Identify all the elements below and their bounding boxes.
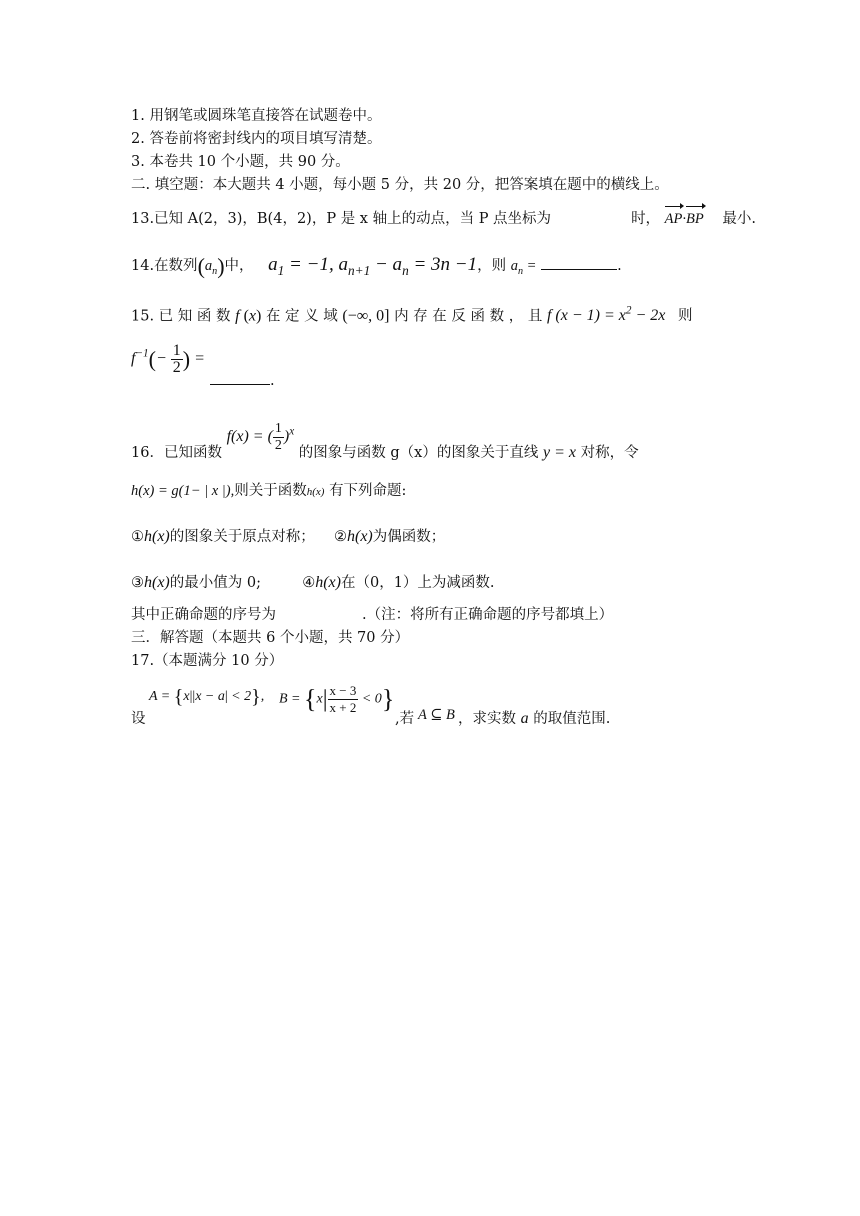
q16-p4-text: 在（0，1）上为减函数. (340, 575, 495, 591)
q16-p2-hx: h(x) (346, 528, 373, 545)
q16-p2-text: 为偶函数； (372, 529, 446, 545)
question-16 (131, 421, 639, 470)
q16-p1-text: 的图象关于原点对称； (169, 529, 315, 545)
q16-line-yx: y = x (542, 444, 576, 462)
q13-answer-blank (551, 209, 631, 223)
q16-prefix: 16．已知函数 (131, 445, 222, 462)
q16-p3-text: 的最小值为 0; (169, 575, 261, 591)
q15-inverse-expr: $f^{-1}(-$ $\frac{1}{2}$ ) = (131, 342, 205, 376)
question-15-line2 (131, 343, 205, 376)
q16-p3-hx: h(x) (144, 574, 170, 591)
q16-p1-hx: h(x) (144, 528, 170, 545)
q16-p2-mark: ② (333, 529, 347, 545)
q13-dot-product: AP·BP (664, 211, 704, 227)
question-17-title: 17.（本题满分 10 分） (131, 653, 284, 669)
q15-fx: f (x) (235, 307, 262, 325)
section-fill-blank-heading: 二. 填空题：本大题共 4 小题，每小题 5 分，共 20 分，把答案填在题中的横线上。 (131, 177, 669, 193)
q17-she: 设 (131, 711, 146, 727)
section-solutions-heading: 三．解答题（本题共 6 个小题，共 70 分） (131, 630, 410, 646)
q14-sequence: $(a_n)$ (197, 253, 225, 279)
note-1: 1. 用钢笔或圆珠笔直接答在试题卷中。 (131, 108, 382, 124)
q14-mid: 中， (224, 258, 254, 274)
q16-mid: 的图象与函数 g（x）的图象关于直线 (298, 445, 539, 462)
q16-answer-prefix: 其中正确命题的序号为 (131, 607, 276, 623)
q15-inverse-text: 内 存 在 反 函 数 ， 且 (394, 308, 543, 325)
q16-p3-mark: ③ (131, 575, 144, 591)
q16-hx-def: h(x) = g(1− | x |), (131, 483, 235, 499)
q17-if: ,若 (395, 711, 415, 727)
q16-p4-mark: ④ (302, 575, 316, 591)
q17-tail: ，求实数 a 的取值范围. (458, 710, 611, 727)
q14-then: ，则 (477, 258, 507, 274)
q16-sym: 对称，令 (580, 445, 639, 462)
question-14: 14.在数列$(a_n)$中， $a_1 = -1$, $a_{n+1} - a_n = 3n -1$，则 $a_n$ = . (131, 253, 622, 279)
q13-mid: 时， (631, 211, 661, 227)
q14-an: $a_n$ = (510, 258, 537, 277)
note-2: 2. 答卷前将密封线内的项目填写清楚。 (131, 131, 382, 147)
q16-answer-blank (276, 605, 362, 619)
question-15 (131, 301, 692, 326)
q13-suffix: 最小. (722, 211, 756, 227)
question-13 (131, 209, 756, 229)
q14-recurrence: $a_1 = -1$, $a_{n+1} - a_n = 3n -1$ (268, 254, 478, 278)
q16-answer-note: .（注：将所有正确命题的序号都填上） (362, 607, 614, 623)
q16-answer (131, 605, 613, 625)
q16-propositions-1-2 (131, 527, 445, 547)
q17-set-a: A = {x||x − a| < 2}, (149, 686, 265, 708)
q13-prefix: 13.已知 A(2，3)，B(4，2)，P 是 x 轴上的动点，当 P 点坐标为 (131, 211, 552, 227)
q14-answer-blank (541, 255, 617, 270)
q16-propositions-3-4 (131, 573, 495, 593)
q15-answer-line: . (210, 370, 275, 391)
q14-prefix: 14.在数列 (131, 258, 198, 274)
q16-hx: h(x) (306, 486, 325, 498)
q15-prefix: 15. 已 知 函 数 (131, 308, 231, 325)
note-3: 3. 本卷共 10 个小题，共 90 分。 (131, 154, 350, 170)
q15-then: 则 (677, 308, 693, 325)
q15-condition: f $(x - 1) = x^2 - 2x$ (546, 305, 666, 325)
q15-domain: (−∞, 0] (342, 307, 390, 325)
q16-p4-hx: h(x) (315, 574, 341, 591)
q15-domain-text: 在 定 义 域 (265, 308, 338, 325)
q16-p1-mark: ① (131, 529, 144, 545)
q15-answer-blank (210, 370, 270, 385)
question-16-line2 (131, 481, 406, 502)
q17-subset: A ⊆ B (418, 707, 455, 723)
q16-props: 有下列命题: (329, 483, 407, 499)
q16-fx: f(x) = ( $\frac{1}{2}$ )$^x$ (226, 421, 295, 453)
q17-set-b: B = {x| $\frac{x - 3}{x + 2}$ < 0} (279, 683, 395, 715)
q16-about: 则关于函数 (234, 483, 307, 499)
